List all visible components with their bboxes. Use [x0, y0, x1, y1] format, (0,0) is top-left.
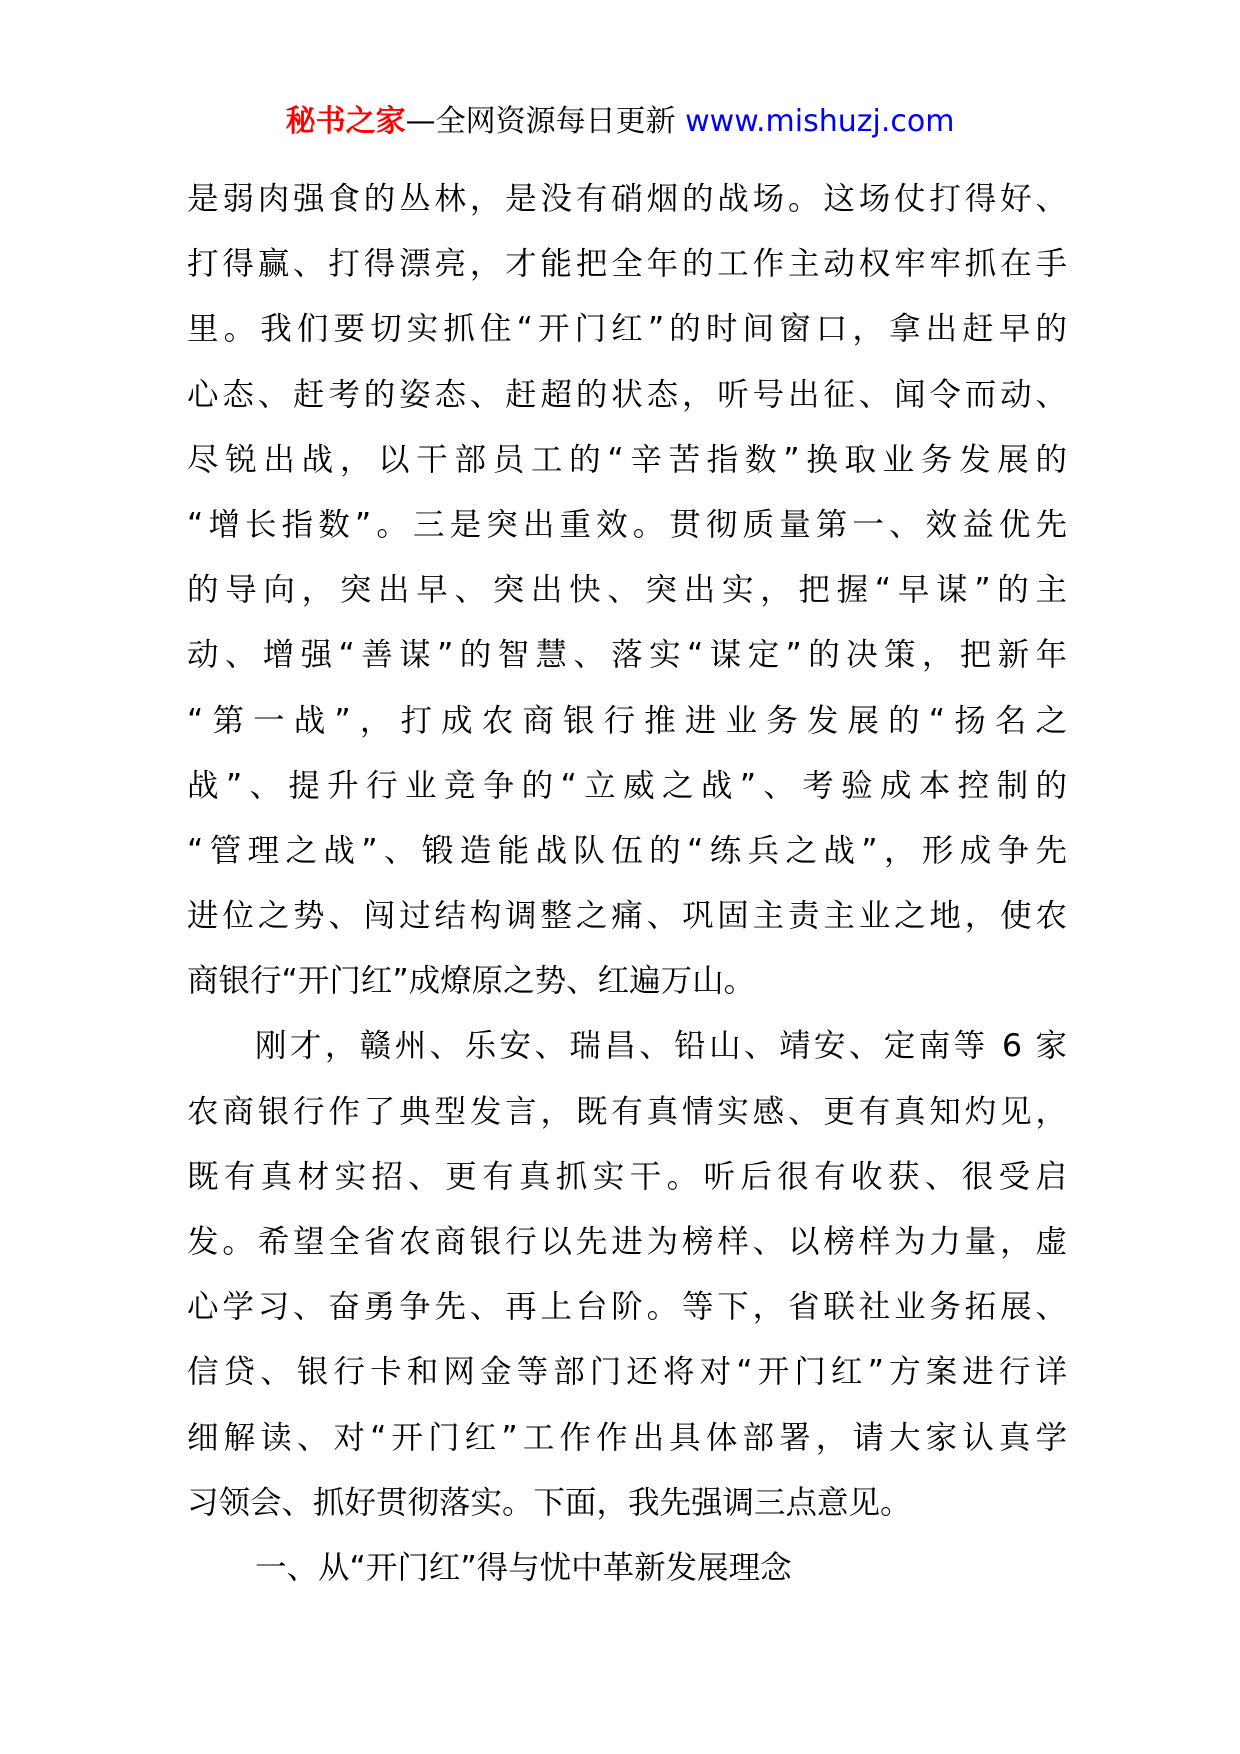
paragraph-line: 战”、提升行业竞争的“立威之战”、考验成本控制的 — [187, 767, 1067, 804]
paragraph-line: “增长指数”。三是突出重效。贯彻质量第一、效益优先 — [187, 506, 1067, 543]
paragraph-line: 商银行“开门红”成燎原之势、红遍万山。 — [187, 963, 756, 1000]
section-heading: 一、从“开门红”得与忧中革新发展理念 — [255, 1549, 792, 1586]
paragraph-line: 既有真材实招、更有真抓实干。听后很有收获、很受启 — [187, 1158, 1067, 1195]
site-url-link[interactable]: www.mishuzj.com — [685, 104, 955, 139]
paragraph-line: 的导向，突出早、突出快、突出实，把握“早谋”的主 — [187, 572, 1067, 609]
document-body — [187, 167, 1067, 1601]
paragraph-line: 农商银行作了典型发言，既有真情实感、更有真知灼见， — [187, 1093, 1067, 1130]
site-tagline: —全网资源每日更新 — [405, 104, 686, 139]
paragraph-line: 心态、赶考的姿态、赶超的状态，听号出征、闻令而动、 — [187, 376, 1067, 413]
paragraph-line: “第一战”，打成农商银行推进业务发展的“扬名之 — [187, 702, 1067, 739]
paragraph-line: 打得赢、打得漂亮，才能把全年的工作主动权牢牢抓在手 — [187, 246, 1067, 283]
paragraph-line: 进位之势、闯过结构调整之痛、巩固主责主业之地，使农 — [187, 898, 1067, 935]
paragraph-line: 心学习、奋勇争先、再上台阶。等下，省联社业务拓展、 — [187, 1289, 1067, 1326]
paragraph-line: 里。我们要切实抓住“开门红”的时间窗口，拿出赶早的 — [187, 311, 1067, 348]
paragraph-line: 习领会、抓好贯彻落实。下面，我先强调三点意见。 — [187, 1484, 912, 1521]
paragraph-line: 是弱肉强食的丛林，是没有硝烟的战场。这场仗打得好、 — [187, 181, 1067, 217]
paragraph-line: 动、增强“善谋”的智慧、落实“谋定”的决策，把新年 — [187, 637, 1067, 674]
paragraph-line: 发。希望全省农商银行以先进为榜样、以榜样为力量，虚 — [187, 1224, 1067, 1260]
paragraph-line: “管理之战”、锻造能战队伍的“练兵之战”，形成争先 — [187, 832, 1067, 869]
paragraph-line: 尽锐出战，以干部员工的“辛苦指数”换取业务发展的 — [187, 441, 1067, 478]
paragraph-line: 刚才，赣州、乐安、瑞昌、铅山、靖安、定南等 6 家 — [255, 1028, 1067, 1065]
site-brand: 秘书之家 — [285, 104, 406, 139]
paragraph-line: 信贷、银行卡和网金等部门还将对“开门红”方案进行详 — [187, 1354, 1067, 1391]
paragraph-line: 细解读、对“开门红”工作作出具体部署，请大家认真学 — [187, 1419, 1067, 1456]
site-header — [0, 100, 1240, 144]
